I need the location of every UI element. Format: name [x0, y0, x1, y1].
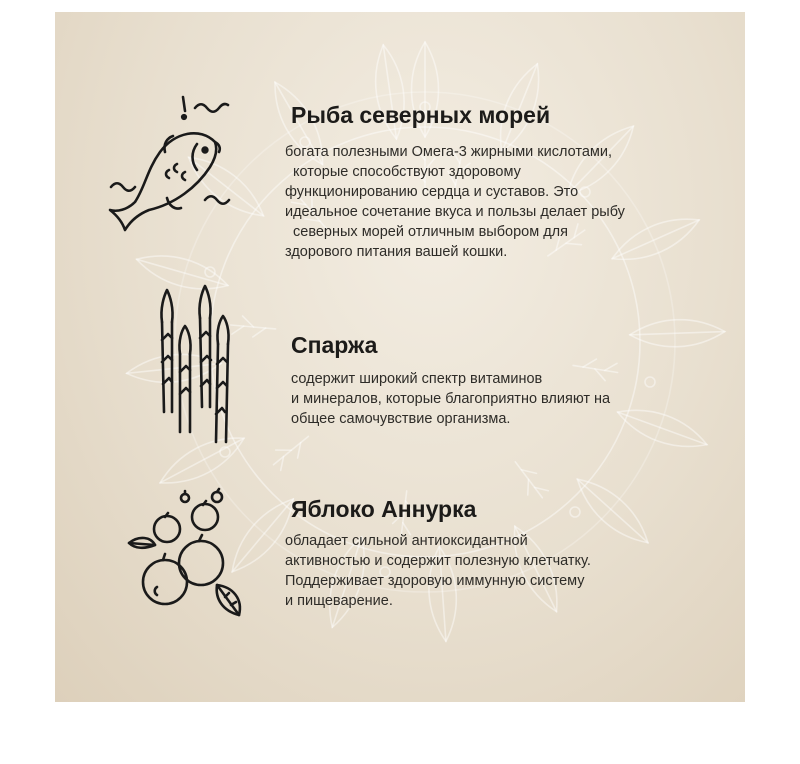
apple-section-title: Яблоко Аннурка: [291, 496, 477, 522]
fish-section-title: Рыба северных морей: [291, 102, 551, 128]
fish-section-description: [285, 142, 625, 262]
fish-text-line: которые способствуют здоровому: [293, 164, 521, 180]
asparagus-text-line: и минералов, которые благоприятно влияют на: [291, 391, 611, 407]
apple-section-description: [285, 531, 591, 611]
fish-text-line: идеальное сочетание вкуса и пользы делает рыбу: [285, 204, 625, 220]
fish-text-line: функционированию сердца и суставов. Это: [285, 184, 579, 200]
fish-text-line: северных морей отличным выбором для: [293, 224, 568, 240]
fish-text-line: здорового питания вашей кошки.: [285, 244, 508, 260]
fish-icon: [105, 92, 235, 232]
apple-text-line: Поддерживает здоровую иммунную систему: [285, 573, 585, 589]
apple-text-line: обладает сильной антиоксидантной: [285, 533, 528, 549]
asparagus-section-title: Спаржа: [291, 332, 378, 358]
asparagus-section-description: [291, 369, 610, 429]
ingredients-card: [55, 12, 745, 702]
fish-text-line: богата полезными Омега-3 жирными кислотами,: [285, 144, 612, 160]
asparagus-icon: [150, 282, 250, 452]
asparagus-text-line: общее самочувствие организма.: [291, 411, 511, 427]
apple-text-line: и пищеварение.: [285, 593, 393, 609]
apple-text-line: активностью и содержит полезную клетчатку.: [285, 553, 591, 569]
apple-icon: [127, 487, 257, 627]
asparagus-text-line: содержит широкий спектр витаминов: [291, 371, 543, 387]
